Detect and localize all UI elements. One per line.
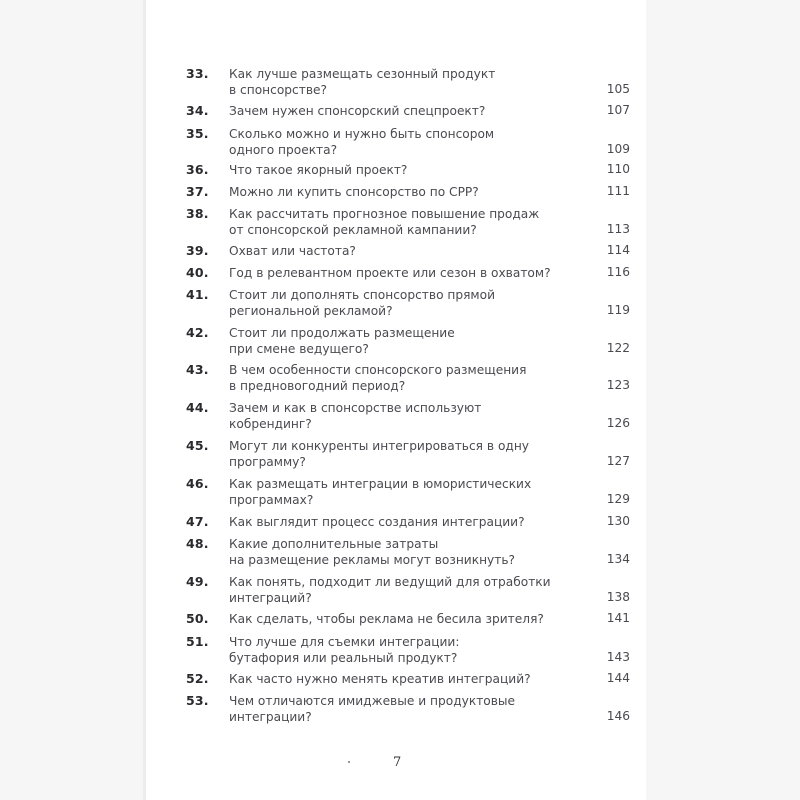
toc-entry-number: 38.	[186, 206, 209, 221]
toc-entry-title: Зачем и как в спонсорстве используют кобрендинг?	[229, 401, 482, 431]
toc-entry-page: 143	[606, 650, 630, 664]
page-number: 7	[393, 755, 402, 770]
print-speck	[348, 761, 350, 763]
toc-entry-number: 47.	[186, 514, 209, 529]
toc-entry-title: Как сделать, чтобы реклама не бесила зрителя?	[229, 612, 544, 626]
toc-entry-page: 111	[606, 184, 630, 198]
toc-entry-number: 41.	[186, 287, 209, 302]
toc-entry-title: Можно ли купить спонсорство по CPP?	[229, 185, 479, 199]
toc-entry-page: 110	[606, 162, 630, 176]
toc-entry-number: 37.	[186, 184, 209, 199]
toc-entry-page: 141	[606, 611, 630, 625]
toc-entry-number: 53.	[186, 693, 209, 708]
toc-entry-number: 45.	[186, 438, 209, 453]
toc-entry-number: 43.	[186, 362, 209, 377]
toc-entry-title: Как лучше размещать сезонный продукт в спонсорстве?	[229, 67, 496, 97]
toc-entry-page: 138	[606, 590, 630, 604]
toc-entry-title: Как рассчитать прогнозное повышение продаж от спонсорской рекламной кампании?	[229, 207, 540, 237]
toc-entry-page: 116	[606, 265, 630, 279]
toc-entry-number: 36.	[186, 162, 209, 177]
toc-entry-number: 33.	[186, 66, 209, 81]
toc-entry-number: 51.	[186, 634, 209, 649]
toc-entry-title: В чем особенности спонсорского размещения в предновогодний период?	[229, 363, 527, 393]
toc-entry-number: 50.	[186, 611, 209, 626]
toc-entry-title: Могут ли конкуренты интегрироваться в одну программу?	[229, 439, 530, 469]
toc-entry-page: 146	[606, 709, 630, 723]
toc-entry-page: 127	[606, 454, 630, 468]
toc-entry-title: Какие дополнительные затраты на размещение рекламы могут возникнуть?	[229, 537, 516, 567]
toc-entry-page: 113	[606, 222, 630, 236]
toc-entry-page: 114	[606, 243, 630, 257]
toc-entry-title: Стоит ли дополнять спонсорство прямой региональной рекламой?	[229, 288, 496, 318]
toc-entry-title: Как часто нужно менять креатив интеграций?	[229, 672, 531, 686]
toc-entry-page: 107	[606, 103, 630, 117]
toc-entry-title: Как понять, подходит ли ведущий для отработки интеграций?	[229, 575, 551, 605]
book-page	[146, 0, 646, 800]
toc-entry-page: 119	[606, 303, 630, 317]
toc-entry-number: 39.	[186, 243, 209, 258]
toc-entry-number: 34.	[186, 103, 209, 118]
toc-entry-title: Чем отличаются имиджевые и продуктовые интеграции?	[229, 694, 516, 724]
toc-entry-title: Что такое якорный проект?	[229, 163, 408, 177]
toc-entry-page: 109	[606, 142, 630, 156]
toc-entry-title: Стоит ли продолжать размещение при смене ведущего?	[229, 326, 455, 356]
toc-entry-number: 49.	[186, 574, 209, 589]
toc-entry-number: 42.	[186, 325, 209, 340]
toc-entry-title: Охват или частота?	[229, 244, 356, 258]
toc-entry-title: Год в релевантном проекте или сезон в охватом?	[229, 266, 551, 280]
toc-entry-number: 52.	[186, 671, 209, 686]
toc-entry-title: Сколько можно и нужно быть спонсором одного проекта?	[229, 127, 495, 157]
toc-entry-number: 48.	[186, 536, 209, 551]
toc-entry-number: 35.	[186, 126, 209, 141]
toc-entry-number: 44.	[186, 400, 209, 415]
toc-entry-page: 122	[606, 341, 630, 355]
toc-entry-page: 130	[606, 514, 630, 528]
toc-entry-page: 123	[606, 378, 630, 392]
toc-entry-page: 129	[606, 492, 630, 506]
toc-entry-title: Что лучше для съемки интеграции: бутафория или реальный продукт?	[229, 635, 460, 665]
table-of-contents	[146, 0, 646, 800]
toc-entry-page: 105	[606, 82, 630, 96]
toc-entry-number: 46.	[186, 476, 209, 491]
toc-entry-page: 134	[606, 552, 630, 566]
toc-entry-page: 126	[606, 416, 630, 430]
toc-entry-number: 40.	[186, 265, 209, 280]
toc-entry-title: Как размещать интеграции в юмористических программах?	[229, 477, 532, 507]
toc-entry-title: Зачем нужен спонсорский спецпроект?	[229, 104, 486, 118]
toc-entry-page: 144	[606, 671, 630, 685]
toc-entry-title: Как выглядит процесс создания интеграции?	[229, 515, 525, 529]
